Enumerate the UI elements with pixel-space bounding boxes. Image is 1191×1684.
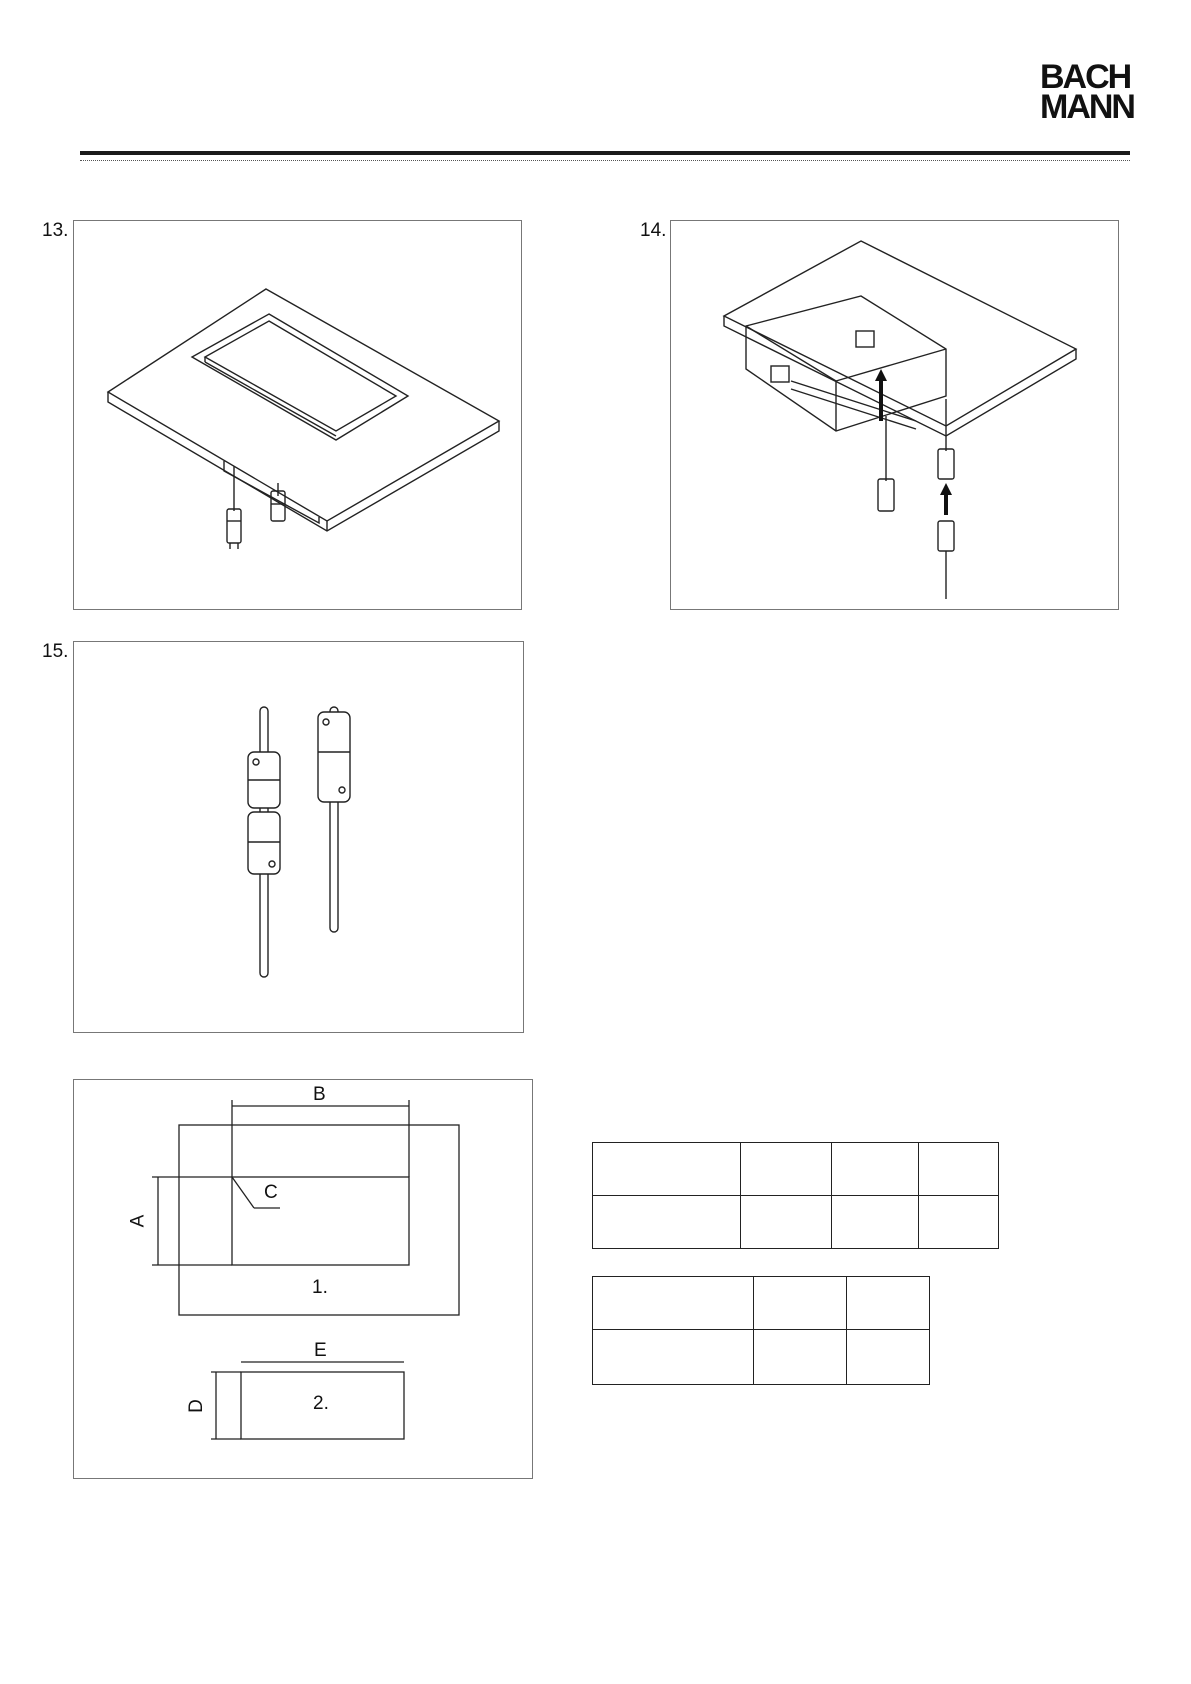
connector-coupling-icon (74, 642, 525, 1034)
table-cell (919, 1143, 999, 1196)
dimension-label-a: A (127, 1214, 149, 1228)
table-cell (593, 1277, 754, 1330)
brand-logo-line2: MANN (1040, 88, 1134, 126)
table-cell (593, 1196, 741, 1249)
dimension-label-e: E (314, 1340, 327, 1361)
part-label-2: 2. (313, 1393, 329, 1414)
dimension-label-c: C (264, 1182, 278, 1203)
brand-logo (1040, 58, 1140, 126)
step-13-illustration (73, 220, 522, 610)
step-14-number: 14. (640, 220, 667, 241)
table-cell (847, 1330, 930, 1385)
table-cell (741, 1196, 832, 1249)
table-row (593, 1330, 930, 1385)
table-cell (741, 1143, 832, 1196)
table-row (593, 1277, 930, 1330)
step-15-number: 15. (42, 641, 69, 662)
dimension-table-2 (592, 1276, 930, 1385)
dimension-label-b: B (313, 1084, 326, 1105)
step-14-illustration (670, 220, 1119, 610)
desk-flap-top-view-icon (74, 221, 523, 611)
table-cell (919, 1196, 999, 1249)
cutout-dimension-diagram-icon (74, 1080, 534, 1480)
desk-underside-connection-icon (671, 221, 1120, 611)
part-label-1: 1. (312, 1277, 328, 1298)
table-cell (593, 1143, 741, 1196)
dimension-table-1 (592, 1142, 999, 1249)
table-cell (832, 1196, 919, 1249)
table-row (593, 1196, 999, 1249)
step-15-illustration (73, 641, 524, 1033)
table-cell (832, 1143, 919, 1196)
table-row (593, 1143, 999, 1196)
table-cell (593, 1330, 754, 1385)
header-dotted-rule (80, 160, 1130, 161)
table-cell (847, 1277, 930, 1330)
cutout-dimension-drawing (73, 1079, 533, 1479)
table-cell (754, 1277, 847, 1330)
table-cell (754, 1330, 847, 1385)
dimension-label-d: D (185, 1399, 207, 1413)
brand-logo-line1: BACH (1040, 58, 1131, 96)
header-rule (80, 151, 1130, 155)
step-13-number: 13. (42, 220, 69, 241)
